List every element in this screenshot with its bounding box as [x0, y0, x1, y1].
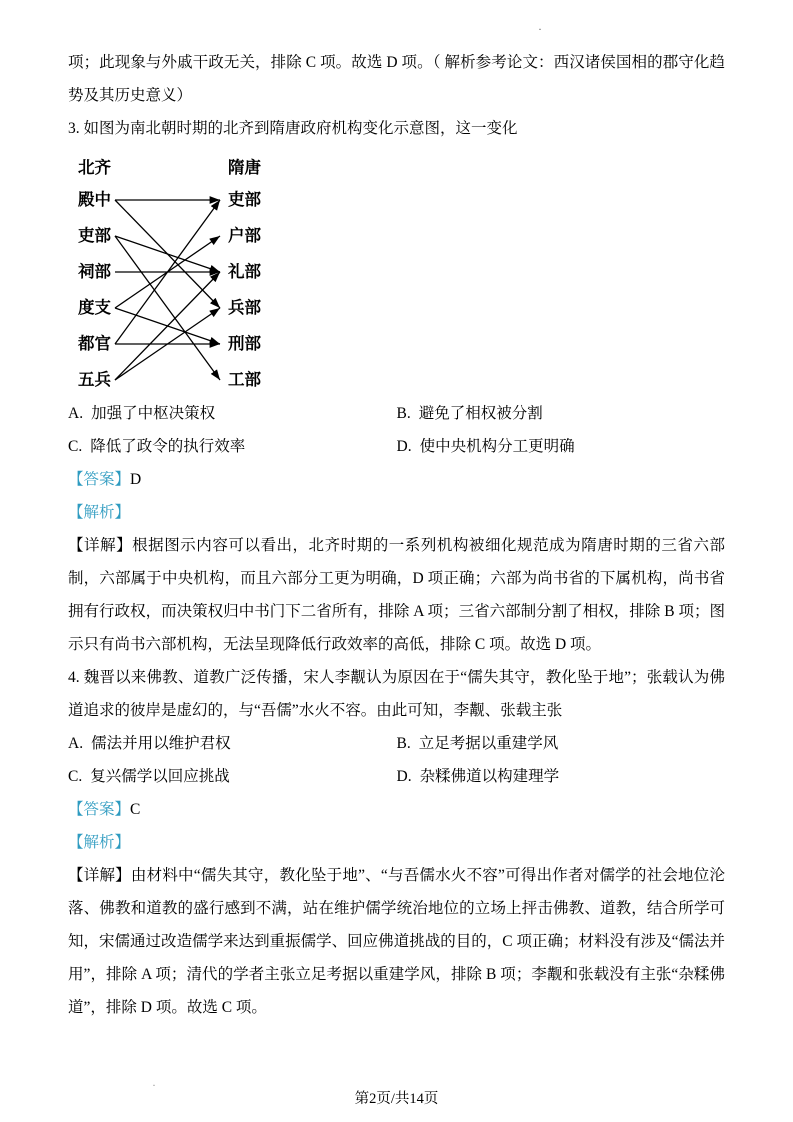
option-text: 复兴儒学以回应挑战 [90, 768, 230, 785]
answer-label: 【答案】 [68, 471, 131, 488]
option-label: C. [68, 438, 83, 455]
q3-diagram [70, 153, 272, 395]
diagram-left-item: 五兵 [78, 370, 111, 389]
q3-analysis-label: 【解析】 [68, 504, 131, 521]
q4-analysis-label: 【解析】 [68, 834, 131, 851]
diagram-right-item: 兵部 [228, 298, 261, 317]
q3-options [68, 397, 725, 463]
option-label: D. [396, 438, 412, 455]
diagram-left-item: 祠部 [78, 262, 111, 281]
answer-label: 【答案】 [68, 801, 131, 818]
q4-detail: 【详解】由材料中“儒失其守，教化坠于地”、“与吾儒水火不容”可得出作者对儒学的社会地位沦落、佛教和道教的盛行感到不满，站在维护儒学统治地位的立场上抨击佛教、道教，结合所学可知，宋儒通过改造儒学来达到重振儒学、回应佛道挑战的目的，C 项正确；材料没有涉及“儒法并用”，排除 A 项；清代的学者主张立足考据以重建学风，排除 B 项；李觏和张载没有主张“杂糅佛道”，排除 D 项。故选 C 项。 [68, 867, 725, 1016]
diagram-arrow [115, 236, 220, 380]
question-4 [68, 661, 725, 1024]
q3-stem: 3. 如图为南北朝时期的北齐到隋唐政府机构变化示意图，这一变化 [68, 120, 518, 137]
q4-answer-line [68, 793, 725, 826]
option-label: A. [68, 735, 84, 752]
option-label: A. [68, 405, 84, 422]
q3-option-c [68, 430, 397, 463]
q3-detail: 【详解】根据图示内容可以看出，北齐时期的一系列机构被细化规范成为隋唐时期的三省六部制，六部属于中央机构，而且六部分工更为明确，D 项正确；六部为尚书省的下属机构，尚书省拥有行政权，而决策权归中书门下二省所有，排除 A 项；三省六部制分割了相权，排除 B 项；图示只有尚书六部机构，无法呈现降低行政效率的高低，排除 C 项。故选 D 项。 [68, 537, 725, 653]
diagram-arrow [115, 272, 220, 380]
diagram-right-item: 吏部 [228, 190, 261, 209]
option-text: 杂糅佛道以构建理学 [419, 768, 560, 785]
option-text: 加强了中枢决策权 [91, 405, 216, 422]
option-text: 避免了相权被分割 [418, 405, 543, 422]
diagram-left-item: 都官 [78, 334, 111, 353]
q4-options [68, 727, 725, 793]
option-label: B. [396, 405, 411, 422]
diagram-right-item: 礼部 [228, 262, 261, 281]
diagram-right-item: 户部 [228, 226, 261, 245]
q4-option-d [397, 760, 726, 793]
q4-option-a [68, 727, 397, 760]
q3-option-b [397, 397, 726, 430]
diagram-left-item: 吏部 [78, 226, 111, 245]
paragraph-continuation: 项；此现象与外戚干政无关，排除 C 项。故选 D 项。（ 解析参考论文：西汉诸侯国相的郡守化趋势及其历史意义） [68, 54, 725, 104]
option-text: 儒法并用以维护君权 [91, 735, 231, 752]
option-text: 使中央机构分工更明确 [419, 438, 575, 455]
diagram-left-item: 度支 [78, 298, 111, 317]
q4-option-b [397, 727, 726, 760]
option-text: 立足考据以重建学风 [418, 735, 559, 752]
q4-option-c [68, 760, 397, 793]
q3-option-d [397, 430, 726, 463]
diagram-right-header: 隋唐 [228, 158, 261, 177]
stray-mark-top: · [538, 22, 542, 36]
option-label: B. [396, 735, 411, 752]
diagram-left-header: 北齐 [78, 158, 111, 177]
diagram-right-item: 工部 [228, 370, 261, 389]
answer-value: D [130, 471, 142, 488]
answer-value: C [130, 801, 141, 818]
page-footer: 第2页/共14页 [354, 1091, 439, 1107]
option-label: C. [68, 768, 83, 785]
diagram-arrow [115, 236, 220, 272]
q4-stem: 4. 魏晋以来佛教、道教广泛传播，宋人李觏认为原因在于“儒失其守，教化坠于地”；张载认为佛道追求的彼岸是虚幻的，与“吾儒”水火不容。由此可知，李觏、张载主张 [68, 669, 725, 719]
diagram-right-item: 刑部 [228, 334, 261, 353]
q3-answer-line [68, 463, 725, 496]
diagram-left-item: 殿中 [78, 190, 111, 209]
question-3 [68, 112, 725, 661]
option-text: 降低了政令的执行效率 [90, 438, 246, 455]
option-label: D. [396, 768, 412, 785]
stray-mark-bottom: · [152, 1078, 156, 1092]
q3-option-a [68, 397, 397, 430]
